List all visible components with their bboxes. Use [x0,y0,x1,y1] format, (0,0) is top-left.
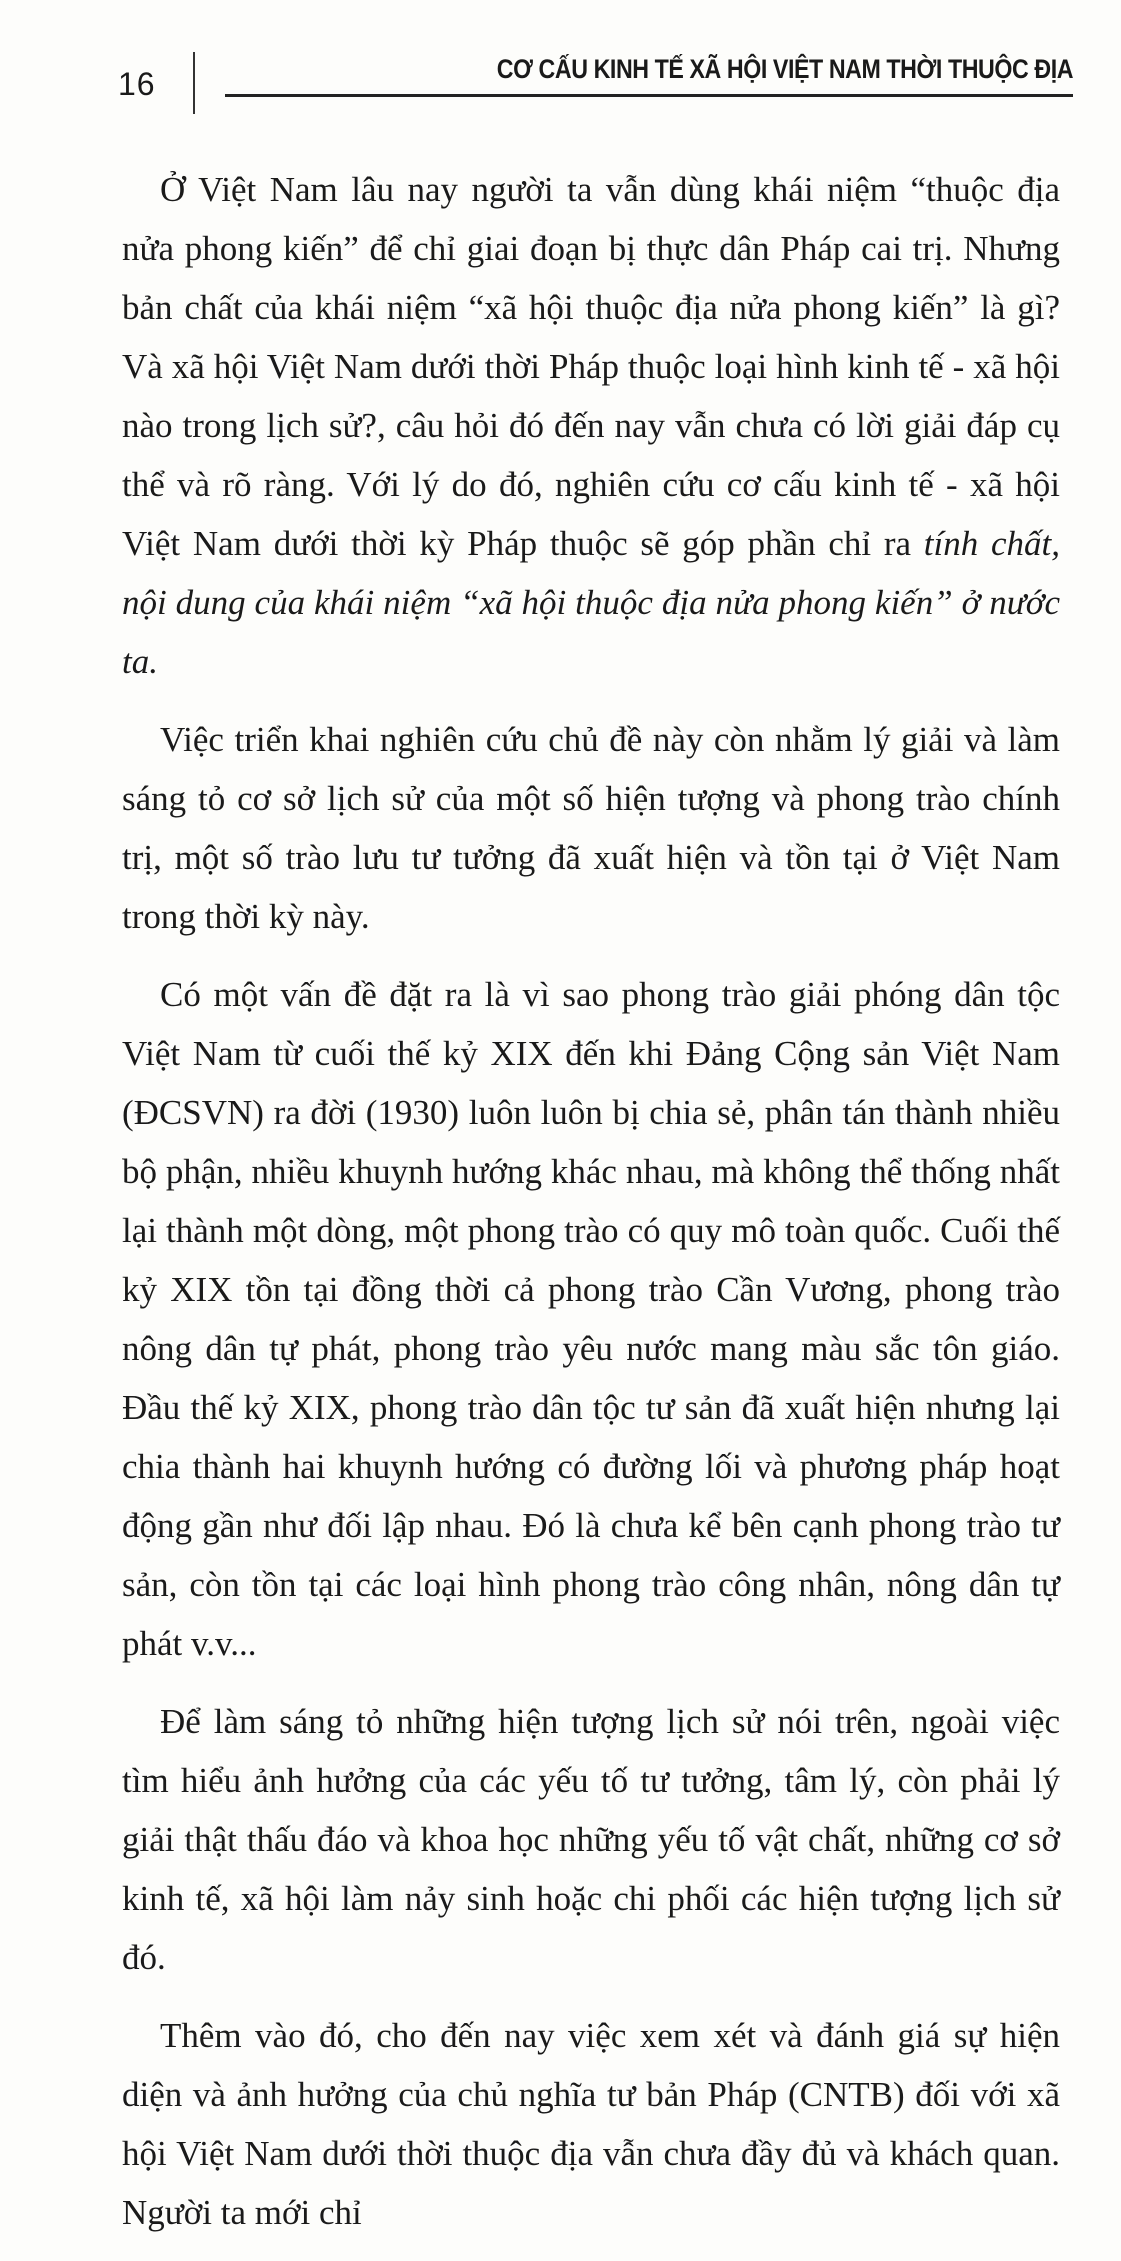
paragraph-4: Để làm sáng tỏ những hiện tượng lịch sử nói trên, ngoài việc tìm hiểu ảnh hưởng của các yếu tố tư tưởng, tâm lý, còn phải lý giải thật thấu đáo và khoa học những yếu tố vật chất, những cơ sở kinh tế, xã hội làm nảy sinh hoặc chi phối các hiện tượng lịch sử đó. [122,1702,1060,1977]
running-title: CƠ CẤU KINH TẾ XÃ HỘI VIỆT NAM THỜI THUỘC ĐỊA [496,54,1073,84]
body-text [122,160,1060,2261]
paragraph-3: Có một vấn đề đặt ra là vì sao phong trào giải phóng dân tộc Việt Nam từ cuối thế kỷ XIX đến khi Đảng Cộng sản Việt Nam (ĐCSVN) ra đời (1930) luôn luôn bị chia sẻ, phân tán thành nhiều bộ phận, nhiều khuynh hướng khác nhau, mà không thể thống nhất lại thành một dòng, một phong trào có quy mô toàn quốc. Cuối thế kỷ XIX tồn tại đồng thời cả phong trào Cần Vương, phong trào nông dân tự phát, phong trào yêu nước mang màu sắc tôn giáo. Đầu thế kỷ XIX, phong trào dân tộc tư sản đã xuất hiện nhưng lại chia thành hai khuynh hướng có đường lối và phương pháp hoạt động gần như đối lập nhau. Đó là chưa kể bên cạnh phong trào tư sản, còn tồn tại các loại hình phong trào công nhân, nông dân tự phát v.v... [122,975,1060,1663]
page-number: 16 [118,66,156,102]
paragraph-1 [122,160,1060,691]
paragraph-1-text: Ở Việt Nam lâu nay người ta vẫn dùng khái niệm “thuộc địa nửa phong kiến” để chỉ giai đoạn bị thực dân Pháp cai trị. Nhưng bản chất của khái niệm “xã hội thuộc địa nửa phong kiến” là gì? Và xã hội Việt Nam dưới thời Pháp thuộc loại hình kinh tế - xã hội nào trong lịch sử?, câu hỏi đó đến nay vẫn chưa có lời giải đáp cụ thể và rõ ràng. Với lý do đó, nghiên cứu cơ cấu kinh tế - xã hội Việt Nam dưới thời kỳ Pháp thuộc sẽ góp phần chỉ ra [122,170,1060,563]
paragraph-1-italic: tính chất, nội dung của khái niệm “xã hội thuộc địa nửa phong kiến” ở nước ta. [122,524,1060,681]
paragraph-2: Việc triển khai nghiên cứu chủ đề này còn nhằm lý giải và làm sáng tỏ cơ sở lịch sử của một số hiện tượng và phong trào chính trị, một số trào lưu tư tưởng đã xuất hiện và tồn tại ở Việt Nam trong thời kỳ này. [122,720,1060,936]
header-divider [193,52,195,114]
paragraph-5: Thêm vào đó, cho đến nay việc xem xét và đánh giá sự hiện diện và ảnh hưởng của chủ nghĩa tư bản Pháp (CNTB) đối với xã hội Việt Nam dưới thời thuộc địa vẫn chưa đầy đủ và khách quan. Người ta mới chỉ [122,2016,1060,2232]
header-rule [225,94,1073,97]
